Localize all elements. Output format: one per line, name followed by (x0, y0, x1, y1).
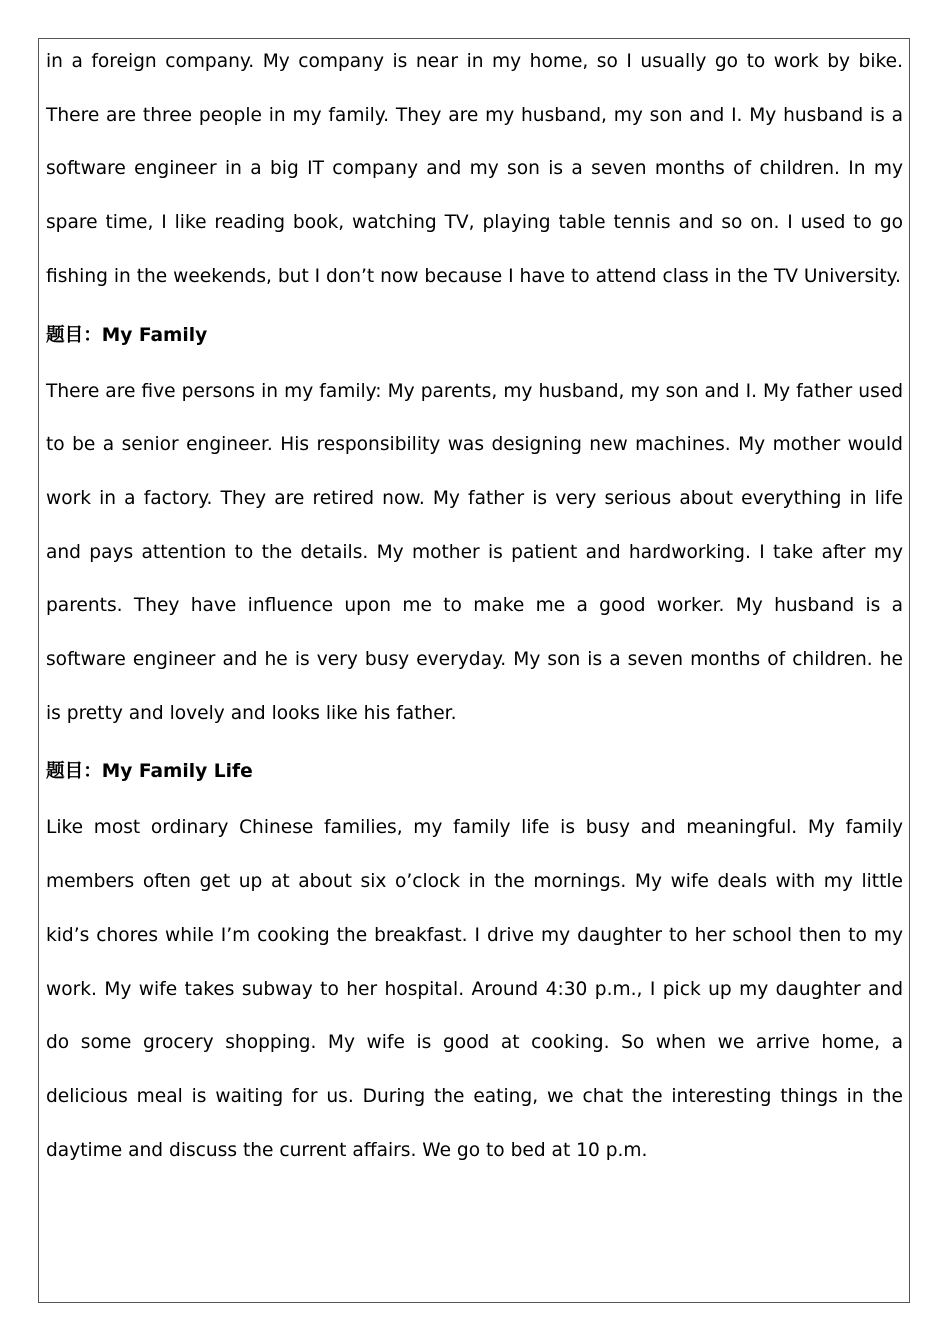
heading-my-family-life: 题目：My Family Life (46, 761, 253, 783)
document-body (46, 35, 903, 1177)
paragraph-intro: in a foreign company. My company is near in my home, so I usually go to work by bike. There are three people in my family. They are my husband, my son and I. My husband is a software engineer in a big IT company and my son is a seven months of children. In my spare time, I like reading book, watching TV, playing table tennis and so on. I used to go fishing in the weekends, but I don’t now because I have to attend class in the TV University. (46, 51, 903, 287)
heading-my-family: 题目：My Family (46, 324, 208, 346)
paragraph-my-family-life: Like most ordinary Chinese families, my family life is busy and meaningful. My family members often get up at about six o’clock in the mornings. My wife deals with my little kid’s chores while I’m cooking the breakfast. I drive my daughter to her school then to my work. My wife takes subway to her hospital. Around 4:30 p.m., I pick up my daughter and do some grocery shopping. My wife is good at cooking. So when we arrive home, a delicious meal is waiting for us. During the eating, we chat the interesting things in the daytime and discuss the current affairs. We go to bed at 10 p.m. (46, 817, 903, 1161)
paragraph-my-family: There are five persons in my family: My parents, my husband, my son and I. My father used to be a senior engineer. His responsibility was designing new machines. My mother would work in a factory. They are retired now. My father is very serious about everything in life and pays attention to the details. My mother is patient and hardworking. I take after my parents. They have influence upon me to make me a good worker. My husband is a software engineer and he is very busy everyday. My son is a seven months of children. he is pretty and lovely and looks like his father. (46, 380, 903, 724)
